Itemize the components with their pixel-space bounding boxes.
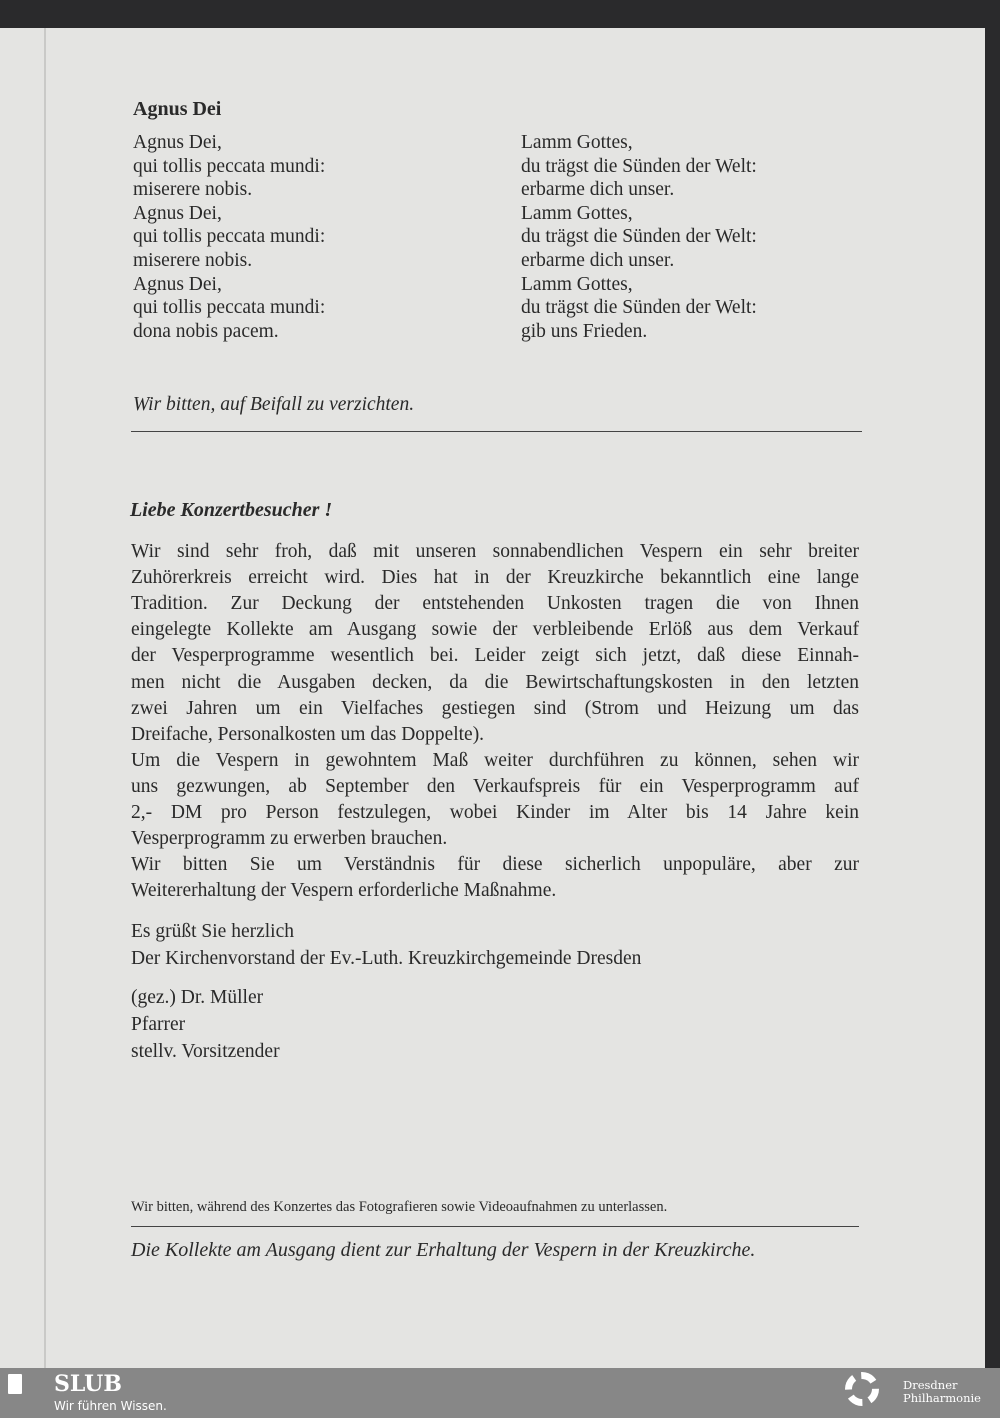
letter-line: uns gezwungen, ab September den Verkaufspreis für ein Vesperprogramm auf — [131, 775, 859, 797]
german-line: Lamm Gottes, — [521, 273, 633, 295]
collection-note: Die Kollekte am Ausgang dient zur Erhaltung der Vespern in der Kreuzkirche. — [131, 1239, 756, 1261]
letter-line: 2,- DM pro Person festzulegen, wobei Kinder im Alter bis 14 Jahre kein — [131, 802, 859, 823]
letter-line: Zuhörerkreis erreicht wird. Dies hat in der Kreuzkirche bekanntlich eine lange — [131, 567, 859, 589]
photo-notice: Wir bitten, während des Konzertes das Fotografieren sowie Videoaufnahmen zu unterlassen. — [131, 1199, 668, 1215]
philharmonie-logo[interactable] — [903, 1379, 981, 1405]
letter-line: eingelegte Kollekte am Ausgang sowie der verbleibende Erlöß aus dem Verkauf — [131, 619, 859, 641]
signature-line: (gez.) Dr. Müller — [131, 987, 264, 1008]
letter-line: Vesperprogramm zu erwerben brauchen. — [131, 828, 448, 850]
latin-line: miserere nobis. — [133, 250, 253, 271]
letter-line: Um die Vespern in gewohntem Maß weiter durchführen zu können, sehen wir — [131, 749, 859, 771]
letter-line: Dreifache, Personalkosten um das Doppelte). — [131, 723, 485, 745]
applause-note: Wir bitten, auf Beifall zu verzichten. — [133, 394, 415, 415]
letter-line: Wir bitten Sie um Verständnis für diese sicherlich unpopuläre, aber zur — [131, 854, 859, 876]
greeting-line: Der Kirchenvorstand der Ev.-Luth. Kreuzkirchgemeinde Dresden — [131, 947, 642, 969]
agnus-title: Agnus Dei — [133, 98, 222, 120]
latin-line: qui tollis peccata mundi: — [133, 297, 326, 319]
german-line: Lamm Gottes, — [521, 202, 633, 224]
page-fold — [44, 28, 46, 1368]
latin-line: qui tollis peccata mundi: — [133, 155, 326, 177]
philharmonie-logo-icon — [845, 1372, 879, 1406]
greeting-line: Es grüßt Sie herzlich — [131, 921, 294, 942]
german-line: erbarme dich unser. — [521, 250, 675, 271]
letter-heading: Liebe Konzertbesucher ! — [130, 499, 333, 521]
german-line: erbarme dich unser. — [521, 179, 675, 201]
german-line: du trägst die Sünden der Welt: — [521, 297, 757, 319]
letter-line: Weitererhaltung der Vespern erforderliche Maßnahme. — [131, 880, 557, 902]
german-line: du trägst die Sünden der Welt: — [521, 226, 757, 248]
letter-line: Tradition. Zur Deckung der entstehenden Unkosten tragen die von Ihnen — [131, 593, 859, 615]
german-line: gib uns Frieden. — [521, 320, 648, 342]
letter-line: zwei Jahren um ein Vielfaches gestiegen sind (Strom und Heizung um das — [131, 697, 859, 719]
slub-tagline: Wir führen Wissen. — [54, 1399, 167, 1413]
latin-line: dona nobis pacem. — [133, 320, 279, 342]
philharmonie-line: Philharmonie — [903, 1391, 981, 1405]
slub-logo[interactable]: SLUB — [54, 1371, 122, 1397]
signature-line: Pfarrer — [131, 1014, 186, 1035]
latin-line: Agnus Dei, — [133, 132, 222, 153]
signature-line: stellv. Vorsitzender — [131, 1041, 280, 1062]
latin-line: miserere nobis. — [133, 179, 253, 201]
letter-line: men nicht die Ausgaben decken, da die Bewirtschaftungskosten in den letzten — [131, 671, 859, 693]
latin-line: Agnus Dei, — [133, 273, 222, 295]
philharmonie-line: Dresdner — [903, 1378, 958, 1392]
german-line: Lamm Gottes, — [521, 132, 633, 153]
slub-book-icon — [8, 1374, 22, 1394]
divider — [131, 431, 862, 432]
divider — [131, 1226, 859, 1227]
german-line: du trägst die Sünden der Welt: — [521, 155, 757, 177]
letter-line: der Vesperprogramme wesentlich bei. Leider zeigt sich jetzt, daß diese Einnah- — [131, 645, 859, 667]
latin-line: qui tollis peccata mundi: — [133, 226, 326, 248]
latin-line: Agnus Dei, — [133, 202, 222, 224]
letter-line: Wir sind sehr froh, daß mit unseren sonnabendlichen Vespern ein sehr breiter — [131, 541, 859, 562]
footer-bar — [0, 1368, 1000, 1418]
